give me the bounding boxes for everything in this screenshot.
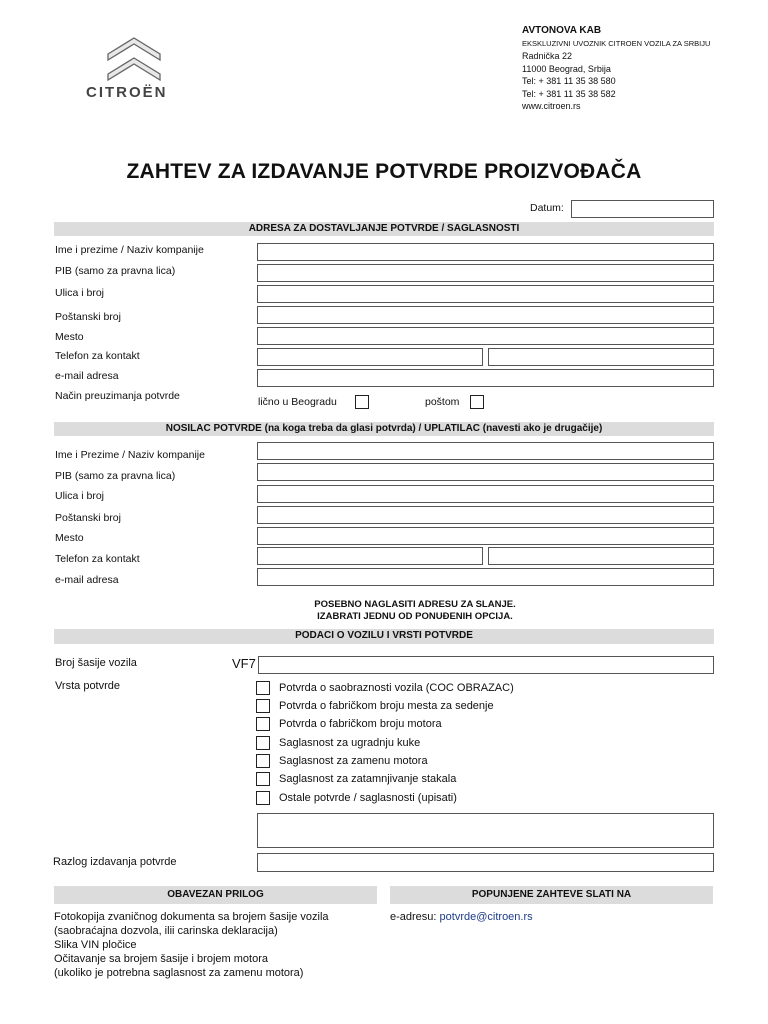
option-label: Saglasnost za ugradnju kuke	[279, 737, 421, 749]
holder-phone-input-2[interactable]	[488, 547, 714, 565]
attachment-line: Očitavanje sa brojem šasije i brojem motora	[54, 953, 268, 965]
note-line: IZABRATI JEDNU OD PONUĐENIH OPCIJA.	[317, 611, 513, 622]
note-text	[0, 599, 768, 623]
type-label: Vrsta potvrde	[55, 680, 121, 692]
company-info	[522, 25, 710, 113]
option-checkbox-coc[interactable]	[256, 681, 270, 695]
company-line: Radnička 22	[522, 51, 573, 61]
option-label: Potvrda o fabričkom broju motora	[279, 718, 442, 730]
option-checkbox-tint[interactable]	[256, 772, 270, 786]
attachment-line: Slika VIN pločice	[54, 939, 137, 951]
field-label: Mesto	[55, 331, 84, 343]
field-label: PIB (samo za pravna lica)	[55, 470, 176, 482]
holder-pib-input[interactable]	[257, 463, 714, 481]
phone-input-2[interactable]	[488, 348, 714, 366]
brand-logo-text: CITROËN	[86, 84, 168, 101]
field-label: Poštanski broj	[55, 512, 121, 524]
holder-phone-input-1[interactable]	[257, 547, 483, 565]
pib-input[interactable]	[257, 264, 714, 282]
reason-label: Razlog izdavanja potvrde	[53, 856, 177, 868]
phone-input-1[interactable]	[257, 348, 483, 366]
other-specify-textarea[interactable]	[257, 813, 714, 848]
field-label: Mesto	[55, 532, 84, 544]
pickup-personal-label: lično u Beogradu	[258, 396, 337, 408]
option-label: Ostale potvrde / saglasnosti (upisati)	[279, 792, 457, 804]
chassis-input[interactable]	[258, 656, 714, 674]
holder-email-input[interactable]	[257, 568, 714, 586]
attachments-header: OBAVEZAN PRILOG	[54, 886, 377, 904]
option-label: Saglasnost za zatamnjivanje stakala	[279, 773, 457, 785]
field-label: Telefon za kontakt	[55, 350, 140, 362]
holder-postal-input[interactable]	[257, 506, 714, 524]
company-line: Tel: + 381 11 35 38 580	[522, 76, 616, 86]
company-line: www.citroen.rs	[522, 101, 581, 111]
chassis-label: Broj šasije vozila	[55, 657, 137, 669]
holder-city-input[interactable]	[257, 527, 714, 545]
date-field[interactable]	[571, 200, 714, 218]
reason-input[interactable]	[257, 853, 714, 872]
name-input[interactable]	[257, 243, 714, 261]
attachment-line: (ukoliko je potrebna saglasnost za zamenu motora)	[54, 967, 304, 979]
holder-name-input[interactable]	[257, 442, 714, 460]
option-checkbox-engine-number[interactable]	[256, 717, 270, 731]
field-label: Ime i prezime / Naziv kompanije	[55, 244, 204, 256]
field-label: Ulica i broj	[55, 287, 105, 299]
company-line: 11000 Beograd, Srbija	[522, 63, 611, 74]
option-label: Potvrda o saobraznosti vozila (COC OBRAZAC)	[279, 682, 514, 694]
company-tagline: EKSKLUZIVNI UVOZNIK CITROEN VOZILA ZA SRBIJU	[522, 38, 711, 48]
company-line: Tel: + 381 11 35 38 582	[522, 88, 616, 99]
holder-street-input[interactable]	[257, 485, 714, 503]
option-checkbox-engine-swap[interactable]	[256, 754, 270, 768]
chassis-prefix: VF7	[232, 656, 256, 671]
section-header-vehicle: PODACI O VOZILU I VRSTI POTVRDE	[54, 629, 714, 644]
citroen-chevrons-icon	[104, 32, 164, 84]
field-label: Ulica i broj	[55, 490, 105, 502]
pickup-mail-checkbox[interactable]	[470, 395, 484, 409]
option-label: Saglasnost za zamenu motora	[279, 755, 428, 767]
option-checkbox-hook[interactable]	[256, 736, 270, 750]
attachment-line: (saobraćajna dozvola, ilii carinska deklaracija)	[54, 925, 278, 937]
postal-code-input[interactable]	[257, 306, 714, 324]
email-link[interactable]: potvrde@citroen.rs	[439, 911, 533, 923]
page-title: ZAHTEV ZA IZDAVANJE POTVRDE PROIZVOĐAČA	[126, 160, 642, 183]
field-label: Telefon za kontakt	[55, 553, 140, 565]
field-label: PIB (samo za pravna lica)	[55, 265, 176, 277]
pickup-personal-checkbox[interactable]	[355, 395, 369, 409]
email-label: e-adresu:	[390, 911, 437, 923]
field-label: e-mail adresa	[55, 574, 119, 586]
email-input[interactable]	[257, 369, 714, 387]
date-label: Datum:	[530, 202, 564, 214]
attachments-list	[54, 910, 329, 980]
note-line: POSEBNO NAGLASITI ADRESU ZA SLANJE.	[314, 599, 516, 610]
section-header-holder: NOSILAC POTVRDE (na koga treba da glasi potvrda) / UPLATILAC (navesti ako je drugačije)	[54, 422, 714, 436]
pickup-mail-label: poštom	[425, 396, 460, 408]
send-email-block	[390, 911, 533, 923]
city-input[interactable]	[257, 327, 714, 345]
field-label: e-mail adresa	[55, 370, 119, 382]
street-input[interactable]	[257, 285, 714, 303]
section-header-delivery: ADRESA ZA DOSTAVLJANJE POTVRDE / SAGLASNOSTI	[54, 222, 714, 236]
field-label: Poštanski broj	[55, 311, 121, 323]
field-label: Način preuzimanja potvrde	[55, 390, 180, 402]
option-checkbox-other[interactable]	[256, 791, 270, 805]
field-label: Ime i Prezime / Naziv kompanije	[55, 449, 205, 461]
send-header: POPUNJENE ZAHTEVE SLATI NA	[390, 886, 713, 904]
attachment-line: Fotokopija zvaničnog dokumenta sa brojem šasije vozila	[54, 911, 329, 923]
option-checkbox-seats[interactable]	[256, 699, 270, 713]
company-name: AVTONOVA KAB	[522, 25, 602, 36]
option-label: Potvrda o fabričkom broju mesta za sedenje	[279, 700, 494, 712]
